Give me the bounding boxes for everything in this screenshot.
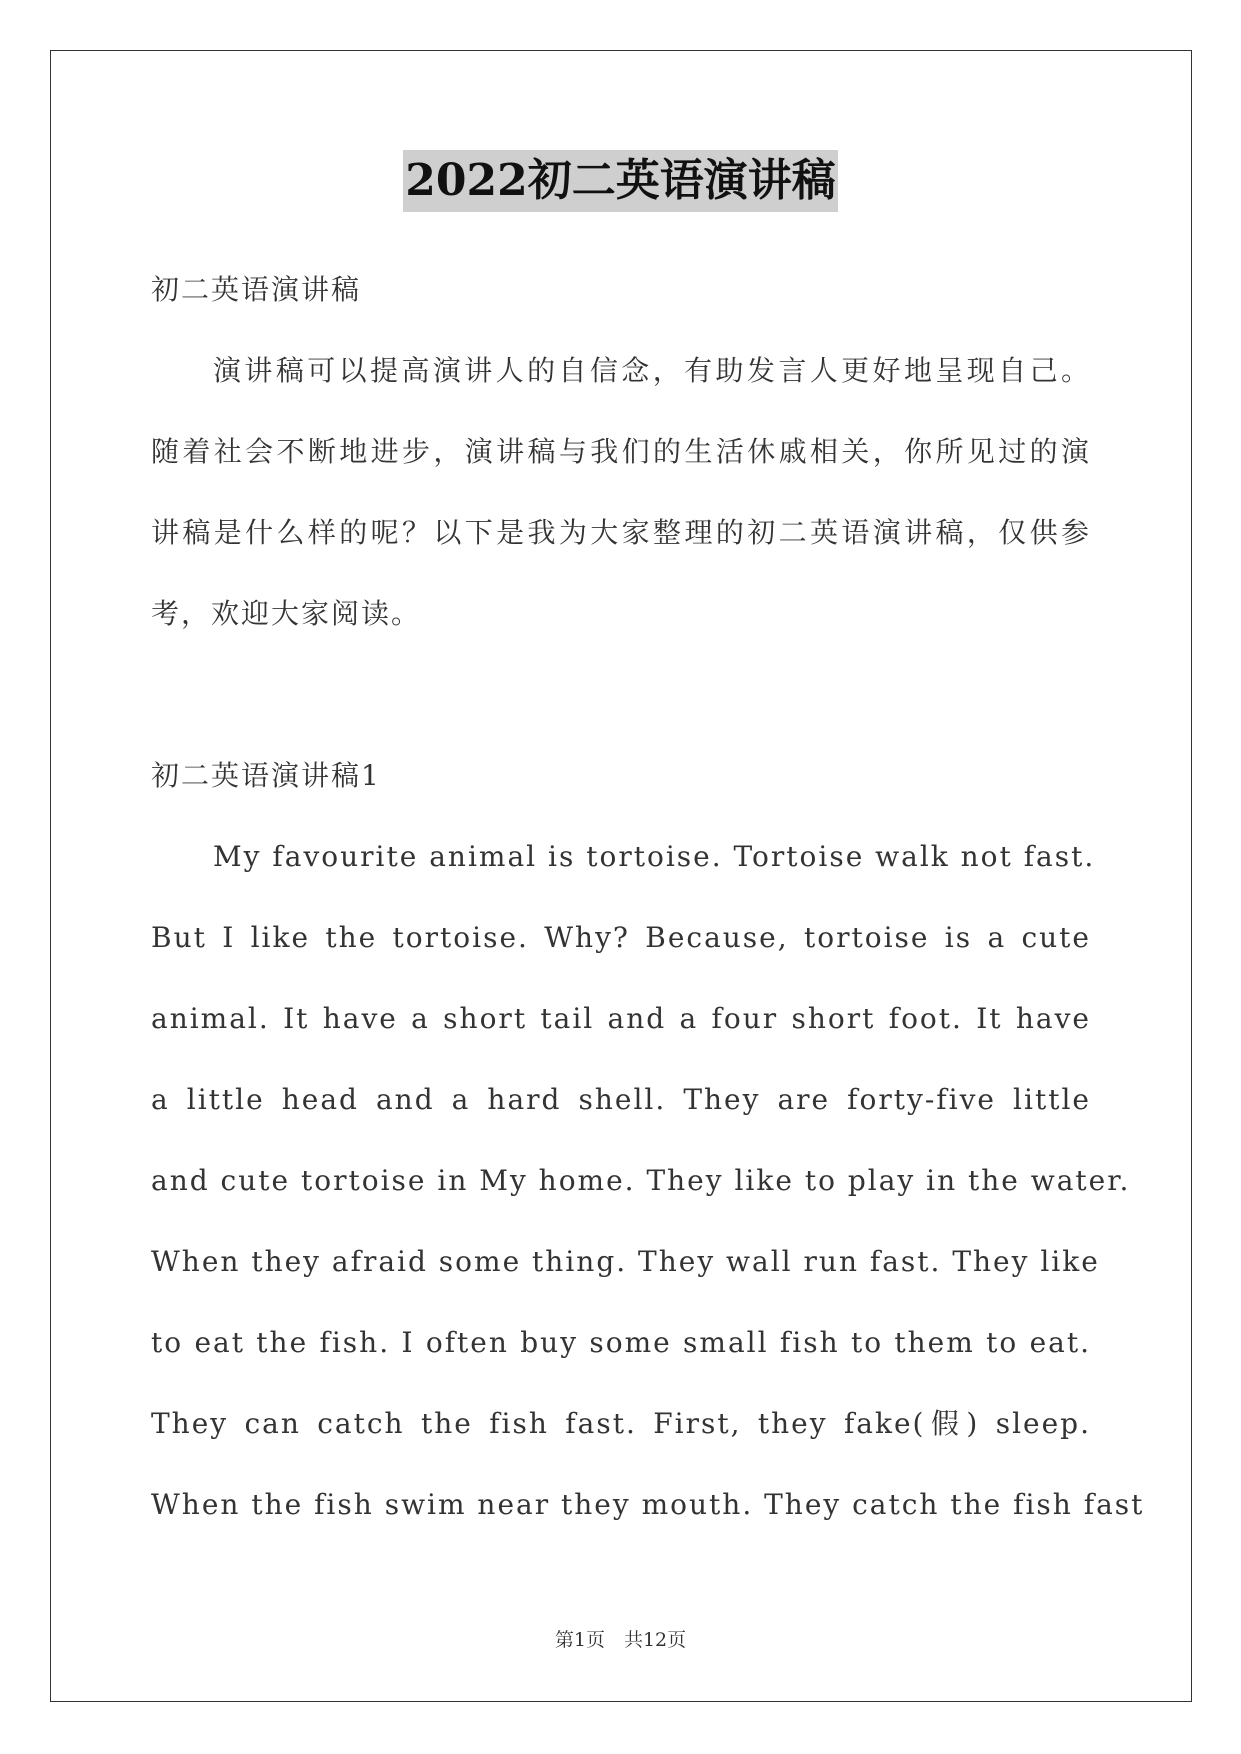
- intro-line: 演讲稿可以提高演讲人的自信念，有助发言人更好地呈现自己。: [213, 354, 1091, 387]
- body-line: and cute tortoise in My home. They like to play in the water.: [151, 1164, 1131, 1197]
- body-line: When they afraid some thing. They wall run fast. They like: [151, 1245, 1100, 1278]
- section-heading: 初二英语演讲稿1: [151, 759, 381, 792]
- body-line: to eat the fish. I often buy some small fish to them to eat.: [151, 1326, 1091, 1359]
- intro-line: 随着社会不断地进步，演讲稿与我们的生活休戚相关，你所见过的演: [151, 435, 1091, 468]
- paragraph-gap: [151, 660, 1091, 741]
- body-line: a little head and a hard shell. They are forty-five little: [151, 1083, 1091, 1116]
- subtitle: 初二英语演讲稿: [151, 273, 362, 306]
- page-number-footer: 第1页 共12页: [554, 1629, 687, 1651]
- body-line: My favourite animal is tortoise. Tortoise walk not fast.: [213, 840, 1096, 873]
- intro-line: 考，欢迎大家阅读。: [151, 597, 422, 630]
- body-line: They can catch the fish fast. First, they fake(假) sleep.: [151, 1407, 1091, 1440]
- document-title-wrapper: [0, 150, 1241, 212]
- body-line: When the fish swim near they mouth. They catch the fish fast: [151, 1488, 1145, 1521]
- document-body: [151, 255, 1145, 1551]
- body-line: But I like the tortoise. Why? Because, tortoise is a cute: [151, 921, 1091, 954]
- body-line: animal. It have a short tail and a four short foot. It have: [151, 1002, 1091, 1035]
- intro-line: 讲稿是什么样的呢？以下是我为大家整理的初二英语演讲稿，仅供参: [151, 516, 1091, 549]
- document-title: 2022初二英语演讲稿: [403, 150, 837, 212]
